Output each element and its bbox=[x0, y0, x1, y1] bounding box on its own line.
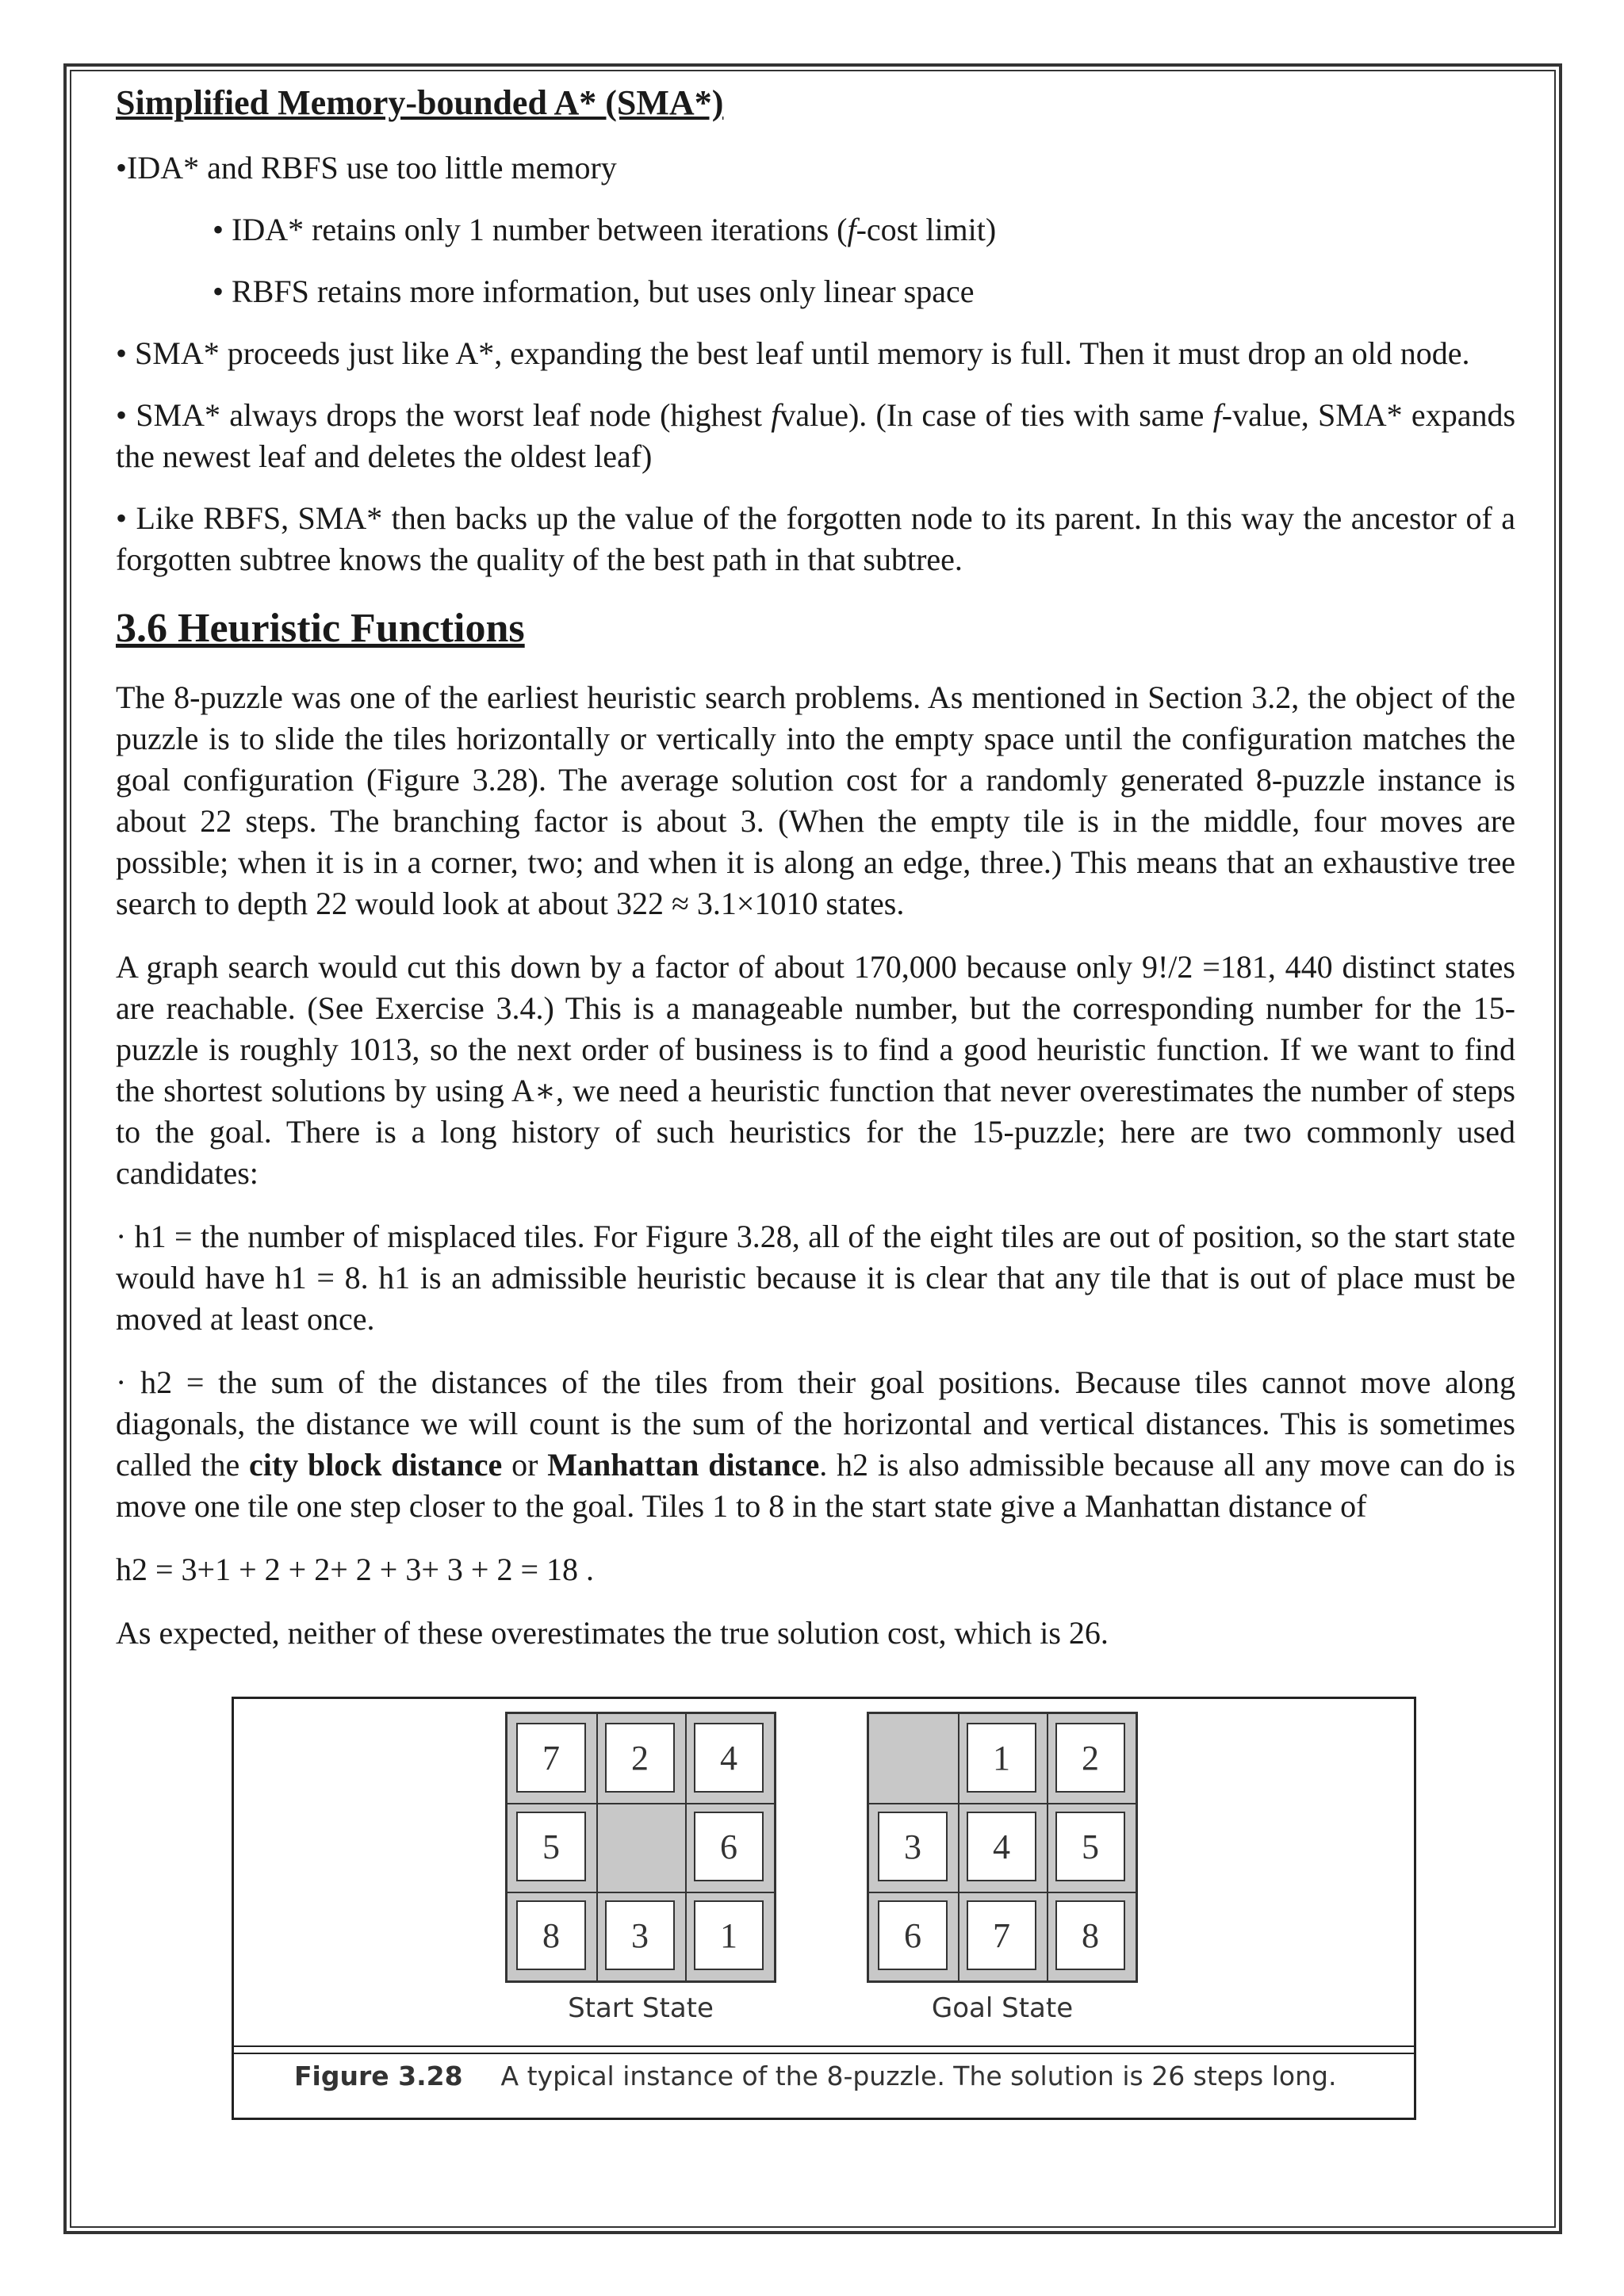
figure-caption bbox=[294, 2061, 1336, 2091]
grid-line bbox=[1047, 1714, 1048, 1980]
goal-state-board bbox=[867, 1712, 1138, 1983]
puzzle-tile: 8 bbox=[1055, 1900, 1125, 1970]
puzzle-tile: 1 bbox=[694, 1900, 764, 1970]
start-state-label: Start State bbox=[568, 1992, 714, 2024]
puzzle-tile: 7 bbox=[516, 1723, 586, 1793]
grid-line bbox=[869, 1803, 1136, 1804]
puzzle-tile: 2 bbox=[1055, 1723, 1125, 1793]
heuristic-h2-formula: h2 = 3+1 + 2 + 2+ 2 + 3+ 3 + 2 = 18 . bbox=[116, 1552, 595, 1587]
sma-heading: Simplified Memory-bounded A* (SMA*) bbox=[116, 83, 724, 122]
heuristic-h2-para: · h2 = the sum of the distances of the tiles from their goal positions. Because tiles cannot move along diagonals, the distance we will count is the sum of the horizontal and vertical distances. This is sometimes called the city block distance or Manhattan distance. h2 is also admissible because all any move can do is move one tile one step closer to the goal. Tiles 1 to 8 in the start state give a Manhattan distance of bbox=[116, 1364, 1515, 1524]
grid-line bbox=[508, 1892, 774, 1893]
grid-line bbox=[869, 1892, 1136, 1893]
goal-state-label: Goal State bbox=[931, 1992, 1074, 2024]
puzzle-tile: 5 bbox=[516, 1812, 586, 1881]
grid-line bbox=[508, 1803, 774, 1804]
sma-sub-ida: • IDA* retains only 1 number between iterations (f-cost limit) bbox=[213, 212, 997, 247]
sma-bullet-backup: • Like RBFS, SMA* then backs up the value of the forgotten node to its parent. In this way the ancestor of a forgotten subtree knows the quality of the best path in that subtree. bbox=[116, 500, 1515, 577]
puzzle-tile: 4 bbox=[967, 1812, 1036, 1881]
heuristic-para-graph-search: A graph search would cut this down by a factor of about 170,000 because only 9!/2 =181, 440 distinct states are reachable. (See Exercise 3.4.) This is a manageable number, but the corresponding number for the 15-puzzle is roughly 1013, so the next order of business is to find a good heuristic function. If we want to find the shortest solutions by using A∗, we need a heuristic function that never overestimates the number of steps to the goal. There is a long history of such heuristics for the 15-puzzle; here are two commonly used candidates: bbox=[116, 949, 1515, 1191]
figure-8-puzzle bbox=[232, 1697, 1416, 2120]
puzzle-tile: 6 bbox=[694, 1812, 764, 1881]
heuristic-conclusion: As expected, neither of these overestimates the true solution cost, which is 26. bbox=[116, 1615, 1109, 1651]
puzzle-tile: 7 bbox=[967, 1900, 1036, 1970]
heuristic-para-intro: The 8-puzzle was one of the earliest heuristic search problems. As mentioned in Section 3.2, the object of the puzzle is to slide the tiles horizontally or vertically into the empty space until the configuration matches the goal configuration (Figure 3.28). The average solution cost for a randomly generated 8-puzzle instance is about 22 steps. The branching factor is about 3. (When the empty tile is in the middle, four moves are possible; when it is in a corner, two; and when it is along an edge, three.) This means that an exhaustive tree search to depth 22 would look at about 322 ≈ 3.1×1010 states. bbox=[116, 679, 1515, 921]
grid-line bbox=[685, 1714, 687, 1980]
document-content bbox=[116, 79, 1515, 1654]
caption-rule-bottom bbox=[234, 2053, 1414, 2054]
puzzle-tile: 8 bbox=[516, 1900, 586, 1970]
figure-caption-text: A typical instance of the 8-puzzle. The solution is 26 steps long. bbox=[500, 2061, 1337, 2091]
grid-line bbox=[596, 1714, 598, 1980]
sma-bullet-memory: •IDA* and RBFS use too little memory bbox=[116, 150, 617, 186]
puzzle-tile: 6 bbox=[878, 1900, 948, 1970]
start-state-board bbox=[505, 1712, 776, 1983]
caption-rule-top bbox=[234, 2045, 1414, 2047]
puzzle-tile: 5 bbox=[1055, 1812, 1125, 1881]
puzzle-tile: 4 bbox=[694, 1723, 764, 1793]
puzzle-tile: 1 bbox=[967, 1723, 1036, 1793]
heuristic-h1-para: · h1 = the number of misplaced tiles. For Figure 3.28, all of the eight tiles are out of position, so the start state would have h1 = 8. h1 is an admissible heuristic because it is clear that any tile that is out of place must be moved at least once. bbox=[116, 1219, 1515, 1337]
sma-bullet-drops: • SMA* always drops the worst leaf node (highest fvalue). (In case of ties with same f-value, SMA* expands the newest leaf and deletes the oldest leaf) bbox=[116, 397, 1516, 474]
puzzle-tile: 2 bbox=[605, 1723, 675, 1793]
sma-sub-rbfs: • RBFS retains more information, but uses only linear space bbox=[213, 274, 975, 309]
puzzle-tile: 3 bbox=[878, 1812, 948, 1881]
grid-line bbox=[958, 1714, 959, 1980]
puzzle-tile: 3 bbox=[605, 1900, 675, 1970]
heuristic-heading: 3.6 Heuristic Functions bbox=[116, 606, 525, 651]
figure-number: Figure 3.28 bbox=[294, 2061, 463, 2091]
sma-bullet-proceeds: • SMA* proceeds just like A*, expanding the best leaf until memory is full. Then it must drop an old node. bbox=[116, 335, 1470, 371]
